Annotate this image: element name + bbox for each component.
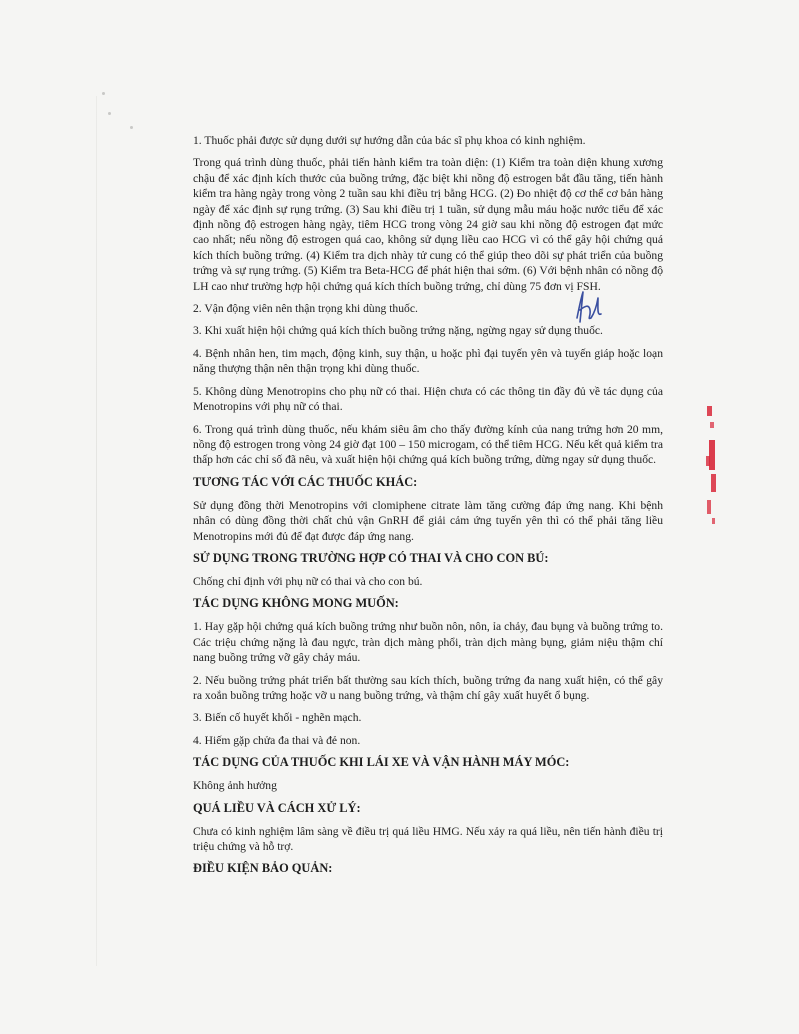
heading-storage: ĐIỀU KIỆN BẢO QUẢN: <box>193 861 333 876</box>
paragraph-side-effect-4: 4. Hiếm gặp chửa đa thai và đẻ non. <box>193 733 361 747</box>
heading-pregnancy-lactation: SỬ DỤNG TRONG TRƯỜNG HỢP CÓ THAI VÀ CHO CON BÚ: <box>193 550 549 565</box>
paragraph-ultrasound: 6. Trong quá trình dùng thuốc, nếu khám siêu âm cho thấy đường kính của nang trứng hơn 20 mm, nồng độ estrogen trong vòng 24 giờ đạt 100 – 150 microgam, có thể tiêm HCG. Nếu kết quả kiểm tra thấp hơn các chỉ số đã nêu, và xuất hiện hội chứng quá kích buồng trứng, dừng ngay sử dụng thuốc. <box>193 422 663 467</box>
paragraph-usage-supervision: 1. Thuốc phải được sử dụng dưới sự hướng dẫn của bác sĩ phụ khoa có kinh nghiệm. <box>193 134 586 147</box>
scan-margin-shadow <box>96 96 97 966</box>
heading-side-effects: TÁC DỤNG KHÔNG MONG MUỐN: <box>193 596 399 611</box>
paragraph-athletes: 2. Vận động viên nên thận trọng khi dùng thuốc. <box>193 302 418 316</box>
scan-speck <box>102 92 105 95</box>
heading-driving: TÁC DỤNG CỦA THUỐC KHI LÁI XE VÀ VẬN HÀNH MÁY MÓC: <box>193 755 570 770</box>
paragraph-overdose: Chưa có kinh nghiệm lâm sàng về điều trị quá liều HMG. Nếu xảy ra quá liều, nên tiến hành điều trị triệu chứng và hỗ trợ. <box>193 824 663 853</box>
red-stamp-edge-icon <box>697 400 723 530</box>
paragraph-monitoring: Trong quá trình dùng thuốc, phải tiến hành kiểm tra toàn diện: (1) Kiểm tra toàn diện khung xương chậu để xác định kích thước của buồng trứng, đặc biệt khi nồng độ estrogen bắt đầu tăng, tiến hành kiểm tra hàng ngày trong vòng 2 tuần sau khi điều trị bằng HCG. (2) Đo nhiệt độ cơ thể cơ bản hàng ngày để xác định sự rụng trứng. (3) Sau khi điều trị 1 tuần, sử dụng mẫu máu hoặc nước tiểu để xác định nồng độ estrogen hàng ngày, tiêm HCG trong vòng 24 giờ sau khi nồng độ estrogen đạt mức cao nhất; nếu nồng độ estrogen quá cao, không sử dụng liều cao HCG vì có thể gây hội chứng quá kích thích buồng trứng. (4) Kiểm tra dịch nhày tử cung có thể giúp theo dõi sự phát triển của buồng trứng và sự rụng trứng. (5) Kiểm tra Beta-HCG để phát hiện thai sớm. (6) Với bệnh nhân có nồng độ LH cao như trường hợp hội chứng quá kích thích buồng trứng, chỉ dùng 75 đơn vị FSH. <box>193 156 663 293</box>
paragraph-interactions: Sử dụng đồng thời Menotropins với clomiphene citrate làm tăng cường đáp ứng nang. Khi bệnh nhân có dùng đồng thời chất chủ vận GnRH để giải cảm ứng tuyến yên thì có thể phải tăng liều Menotropins mới đủ để đạt được đáp ứng nang. <box>193 498 663 543</box>
paragraph-ohss-stop: 3. Khi xuất hiện hội chứng quá kích thích buồng trứng nặng, ngừng ngay sử dụng thuốc. <box>193 324 603 338</box>
paragraph-pregnancy-warning: 5. Không dùng Menotropins cho phụ nữ có thai. Hiện chưa có các thông tin đầy đủ về tác dụng của Menotropins với phụ nữ có thai. <box>193 384 663 414</box>
heading-drug-interactions: TƯƠNG TÁC VỚI CÁC THUỐC KHÁC: <box>193 474 418 489</box>
paragraph-side-effect-3: 3. Biến cố huyết khối - nghẽn mạch. <box>193 711 362 725</box>
document-body <box>193 133 663 884</box>
handwritten-signature-icon <box>571 288 605 328</box>
paragraph-side-effect-2: 2. Nếu buồng trứng phát triển bất thường sau kích thích, buồng trứng đa nang xuất hiện, có thể gây ra xoắn buồng trứng hoặc vỡ u nang buồng trứng, và thậm chí gây xuất huyết ổ bụng. <box>193 673 663 702</box>
paragraph-side-effect-1: 1. Hay gặp hội chứng quá kích buồng trứng như buồn nôn, nôn, ỉa chảy, đau bụng và buồng trứng to. Các triệu chứng nặng là đau ngực, tràn dịch màng phổi, tràn dịch màng bụng, giảm niệu thậm chí nang buồng trứng vỡ gây chảy máu. <box>193 620 663 665</box>
paragraph-driving: Không ảnh hưởng <box>193 779 277 793</box>
scan-speck <box>108 112 111 115</box>
scan-speck <box>130 126 133 129</box>
paragraph-caution-conditions: 4. Bệnh nhân hen, tim mạch, động kinh, suy thận, u hoặc phì đại tuyến yên và tuyến giáp hoặc loạn năng thượng thận nên thận trọng khi dùng thuốc. <box>193 346 663 376</box>
paragraph-contraindication: Chống chỉ định với phụ nữ có thai và cho con bú. <box>193 574 423 588</box>
heading-overdose: QUÁ LIỀU VÀ CÁCH XỬ LÝ: <box>193 800 361 815</box>
